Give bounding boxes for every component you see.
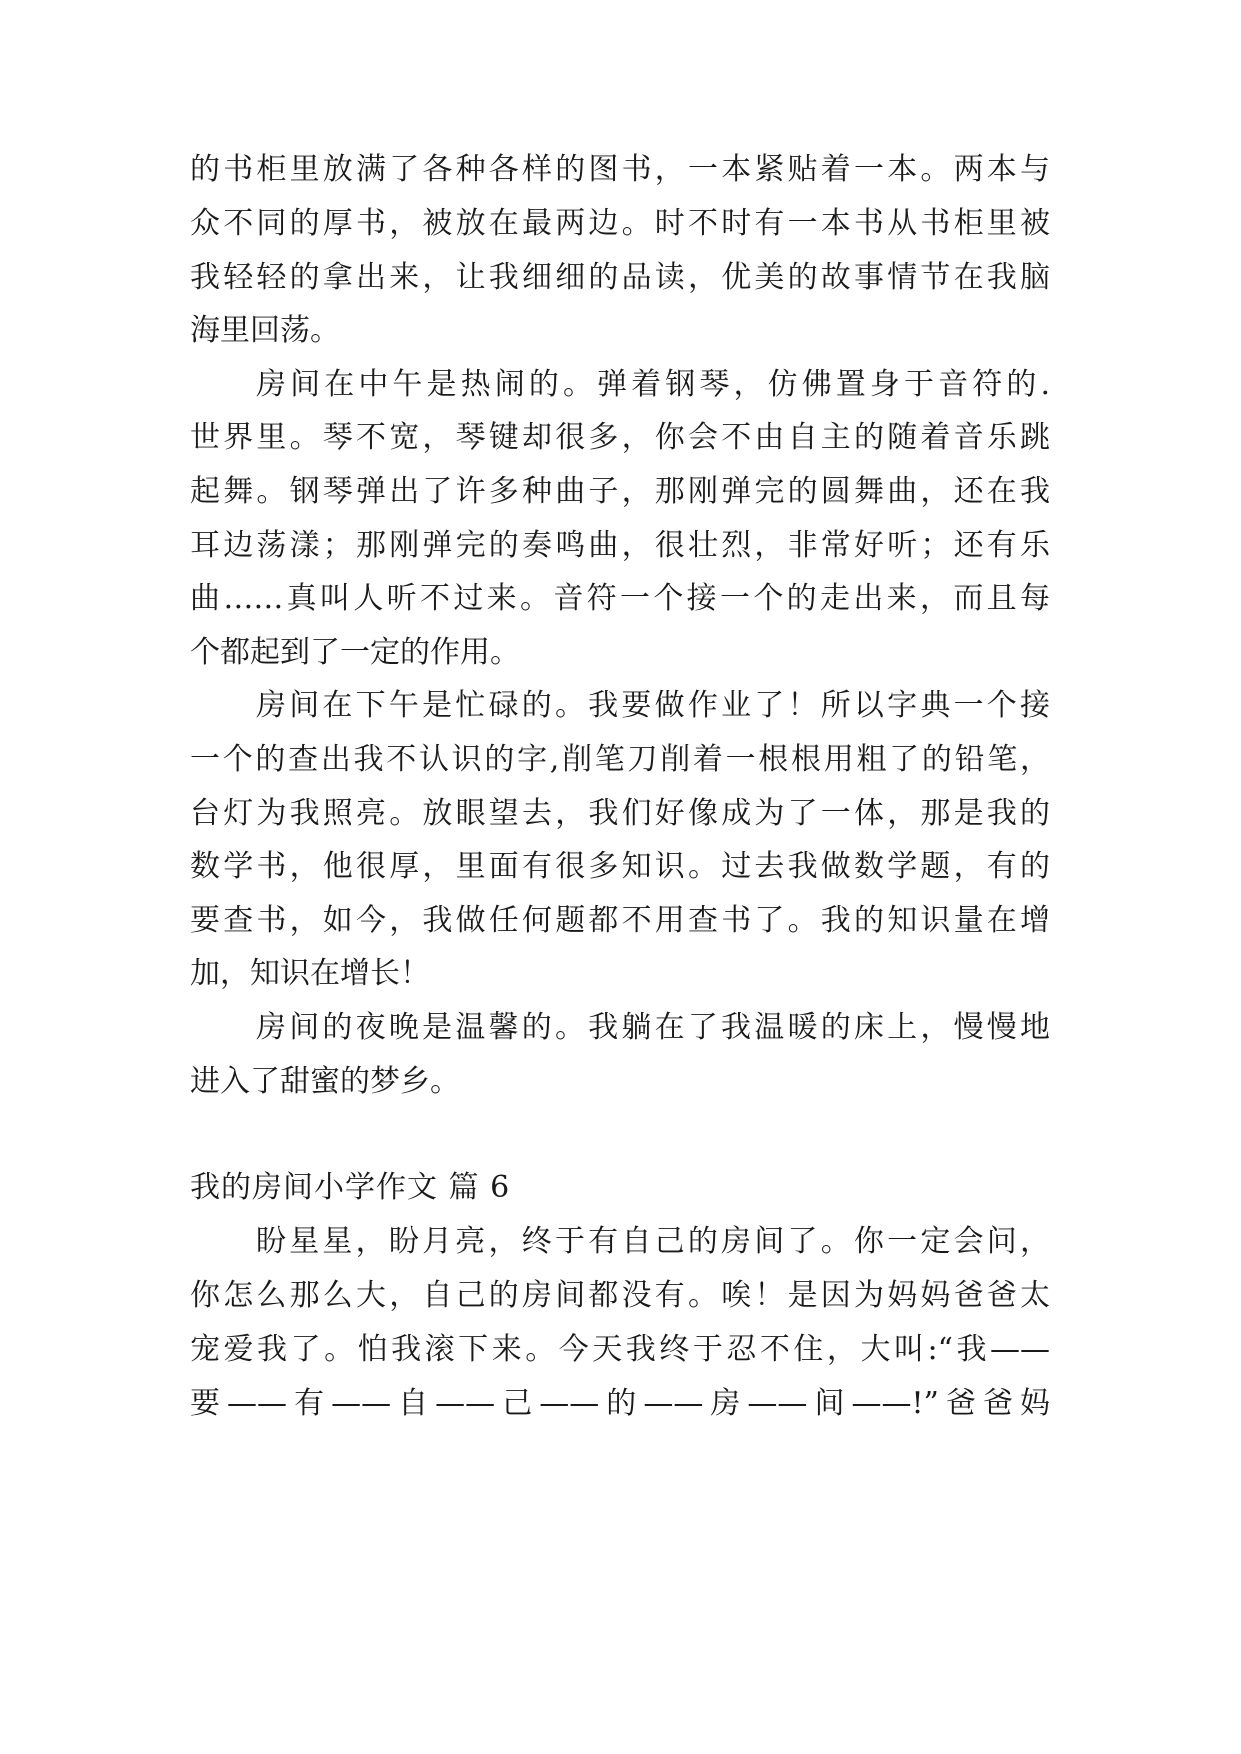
text-line: 曲……真叫人听不过来。音符一个接一个的走出来，而且每 <box>190 581 1050 616</box>
text-line: 一个的查出我不认识的字,削笔刀削着一根根用粗了的铅笔， <box>190 742 1050 777</box>
section-title: 我的房间小学作文 篇 6 <box>190 1170 511 1205</box>
text-line: 你怎么那么大，自己的房间都没有。唉！是因为妈妈爸爸太 <box>190 1278 1050 1313</box>
text-line: 房间的夜晚是温馨的。我躺在了我温暖的床上，慢慢地 <box>256 1010 1050 1045</box>
text-line: 台灯为我照亮。放眼望去，我们好像成为了一体，那是我的 <box>190 796 1050 831</box>
text-line: 房间在下午是忙碌的。我要做作业了！所以字典一个接 <box>256 688 1050 723</box>
text-line: 进入了甜蜜的梦乡。 <box>190 1064 460 1099</box>
text-line: 宠爱我了。怕我滚下来。今天我终于忍不住，大叫:“我—— <box>190 1332 1050 1367</box>
text-line: 耳边荡漾；那刚弹完的奏鸣曲，很壮烈，非常好听；还有乐 <box>190 528 1050 563</box>
text-line: 起舞。钢琴弹出了许多种曲子，那刚弹完的圆舞曲，还在我 <box>190 474 1050 509</box>
text-line: 房间在中午是热闹的。弹着钢琴，仿佛置身于音符的. <box>256 367 1050 402</box>
text-line: 世界里。琴不宽，琴键却很多，你会不由自主的随着音乐跳 <box>190 420 1050 455</box>
text-line: 加，知识在增长！ <box>190 956 430 991</box>
text-line: 众不同的厚书，被放在最两边。时不时有一本书从书柜里被 <box>190 206 1050 241</box>
text-line: 个都起到了一定的作用。 <box>190 635 520 670</box>
text-line: 盼星星，盼月亮，终于有自己的房间了。你一定会问， <box>256 1224 1050 1259</box>
text-line: 的书柜里放满了各种各样的图书，一本紧贴着一本。两本与 <box>190 152 1050 187</box>
text-line: 数学书，他很厚，里面有很多知识。过去我做数学题，有的 <box>190 849 1050 884</box>
text-line: 要查书，如今，我做任何题都不用查书了。我的知识量在增 <box>190 903 1050 938</box>
text-line: 我轻轻的拿出来，让我细细的品读，优美的故事情节在我脑 <box>190 260 1050 295</box>
text-line: 要——有——自——己——的——房——间——!”爸爸妈 <box>190 1386 1050 1421</box>
text-line: 海里回荡。 <box>190 313 340 348</box>
